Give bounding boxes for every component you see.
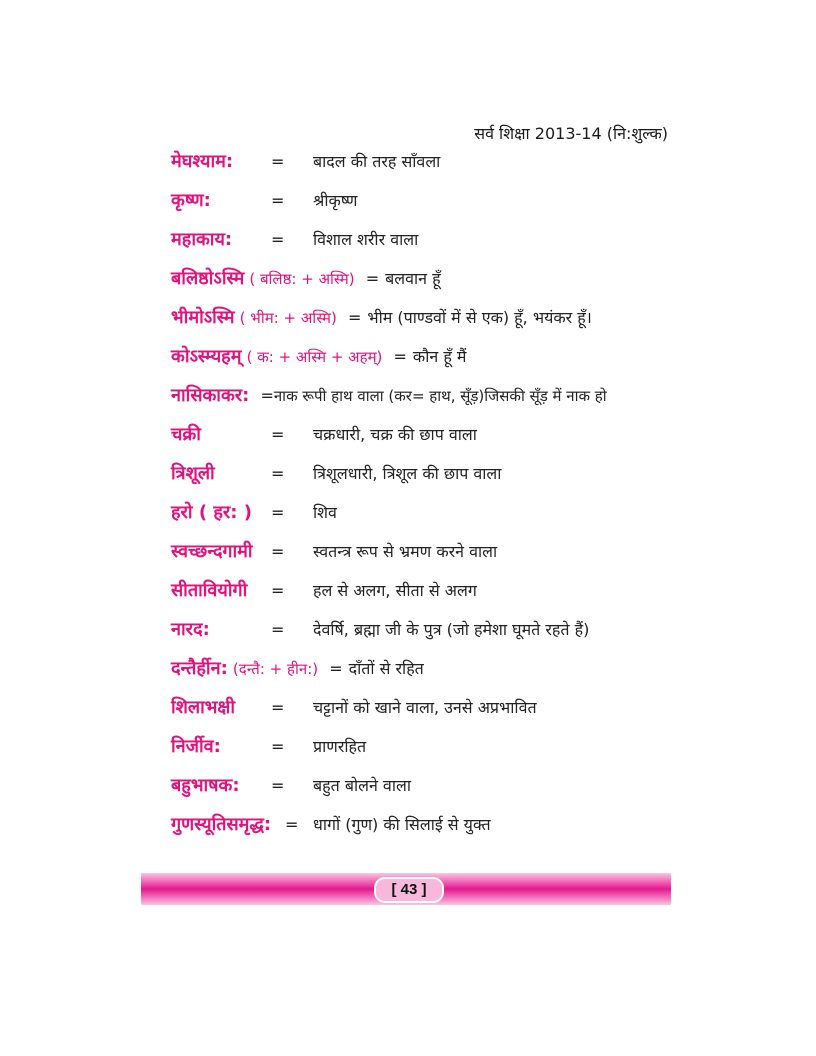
entry-meaning: शिव — [313, 503, 337, 522]
entry-meaning: दाँतों से रहित — [348, 659, 424, 678]
entry-term: हरो ( हर: ) — [171, 502, 252, 523]
entry-term: स्वच्छन्दगामी — [171, 541, 253, 562]
equals-sign: = — [271, 503, 285, 522]
equals-sign: = — [271, 191, 285, 210]
entry-term: नासिकाकर: — [171, 385, 250, 406]
entry-meaning: कौन हूँ मैं — [412, 347, 467, 366]
entry-breakdown: ( क: + अस्मि + अहम्) — [246, 348, 383, 366]
equals-sign: = — [271, 776, 285, 795]
entry-meaning: देवर्षि, ब्रह्मा जी के पुत्र (जो हमेशा घूमते रहते हैं) — [313, 620, 590, 639]
entry-meaning: नाक रूपी हाथ वाला (कर= हाथ, सूँड़)जिसकी सूँड़ में नाक हो — [273, 387, 607, 405]
list-item — [171, 382, 691, 421]
equals-sign: = — [271, 620, 285, 639]
page-header: सर्व शिक्षा 2013-14 (नि:शुल्क) — [474, 124, 668, 143]
entry-meaning: भीम (पाण्डवों में से एक) हूँ, भयंकर हूँ। — [367, 308, 592, 327]
list-item — [171, 694, 691, 733]
glossary-list — [171, 148, 691, 850]
list-item — [171, 655, 691, 694]
equals-sign: = — [285, 815, 299, 834]
entry-term: बलिष्ठोऽस्मि — [171, 268, 245, 289]
entry-meaning: चक्रधारी, चक्र की छाप वाला — [313, 425, 477, 444]
entry-term: बहुभाषक: — [171, 775, 240, 796]
list-item — [171, 460, 691, 499]
list-item — [171, 148, 691, 187]
equals-sign: = — [271, 152, 285, 171]
equals-sign: = — [271, 542, 285, 561]
list-item — [171, 733, 691, 772]
entry-term: कोऽस्म्यहम् — [171, 346, 242, 367]
list-item — [171, 577, 691, 616]
list-item — [171, 187, 691, 226]
equals-sign: = — [271, 698, 285, 717]
list-item — [171, 265, 691, 304]
list-item — [171, 538, 691, 577]
entry-term: गुणस्यूतिसमृद्ध: — [171, 814, 272, 835]
entry-meaning: धागों (गुण) की सिलाई से युक्त — [313, 815, 491, 834]
page-number: [ 43 ] — [374, 877, 444, 903]
entry-meaning: विशाल शरीर वाला — [313, 230, 419, 249]
list-item — [171, 499, 691, 538]
equals-sign: = — [347, 308, 362, 327]
entry-term: महाकाय: — [171, 229, 233, 250]
entry-meaning: चट्टानों को खाने वाला, उनसे अप्रभावित — [313, 698, 537, 717]
list-item — [171, 343, 691, 382]
entry-meaning: बादल की तरह साँवला — [313, 152, 441, 171]
entry-breakdown: (दन्तै: + हीन:) — [232, 660, 319, 678]
equals-sign: = — [271, 230, 285, 249]
entry-breakdown: ( बलिष्ठ: + अस्मि) — [249, 270, 355, 288]
list-item — [171, 811, 691, 850]
equals-sign: = — [271, 464, 285, 483]
entry-meaning: बहुत बोलने वाला — [313, 776, 411, 795]
entry-term: सीतावियोगी — [171, 580, 248, 601]
list-item — [171, 616, 691, 655]
entry-meaning: श्रीकृष्ण — [313, 191, 358, 210]
list-item — [171, 226, 691, 265]
entry-term: शिलाभक्षी — [171, 697, 235, 718]
list-item — [171, 772, 691, 811]
entry-meaning: त्रिशूलधारी, त्रिशूल की छाप वाला — [313, 464, 502, 483]
entry-meaning: स्वतन्त्र रूप से भ्रमण करने वाला — [313, 542, 498, 561]
equals-sign: = — [271, 737, 285, 756]
entry-meaning: हल से अलग, सीता से अलग — [313, 581, 477, 600]
entry-meaning: बलवान हूँ — [385, 269, 441, 288]
entry-term: नारद: — [171, 619, 210, 640]
equals-sign: = — [393, 347, 407, 366]
entry-term: निर्जीव: — [171, 736, 221, 757]
equals-sign: = — [329, 659, 343, 678]
equals-sign: = — [365, 269, 380, 288]
equals-sign: = — [271, 425, 285, 444]
entry-term: दन्तैर्हीन: — [171, 658, 228, 679]
entry-meaning: प्राणरहित — [313, 737, 367, 756]
entry-breakdown: ( भीम: + अस्मि) — [239, 309, 337, 327]
equals-sign: = — [271, 581, 285, 600]
entry-term: चक्री — [171, 424, 201, 445]
equals-sign: = — [260, 386, 274, 405]
entry-term: भीमोऽस्मि — [171, 307, 235, 328]
entry-term: मेघश्याम: — [171, 151, 234, 172]
list-item — [171, 421, 691, 460]
entry-term: त्रिशूली — [171, 463, 215, 484]
list-item — [171, 304, 691, 343]
entry-term: कृष्ण: — [171, 190, 211, 211]
